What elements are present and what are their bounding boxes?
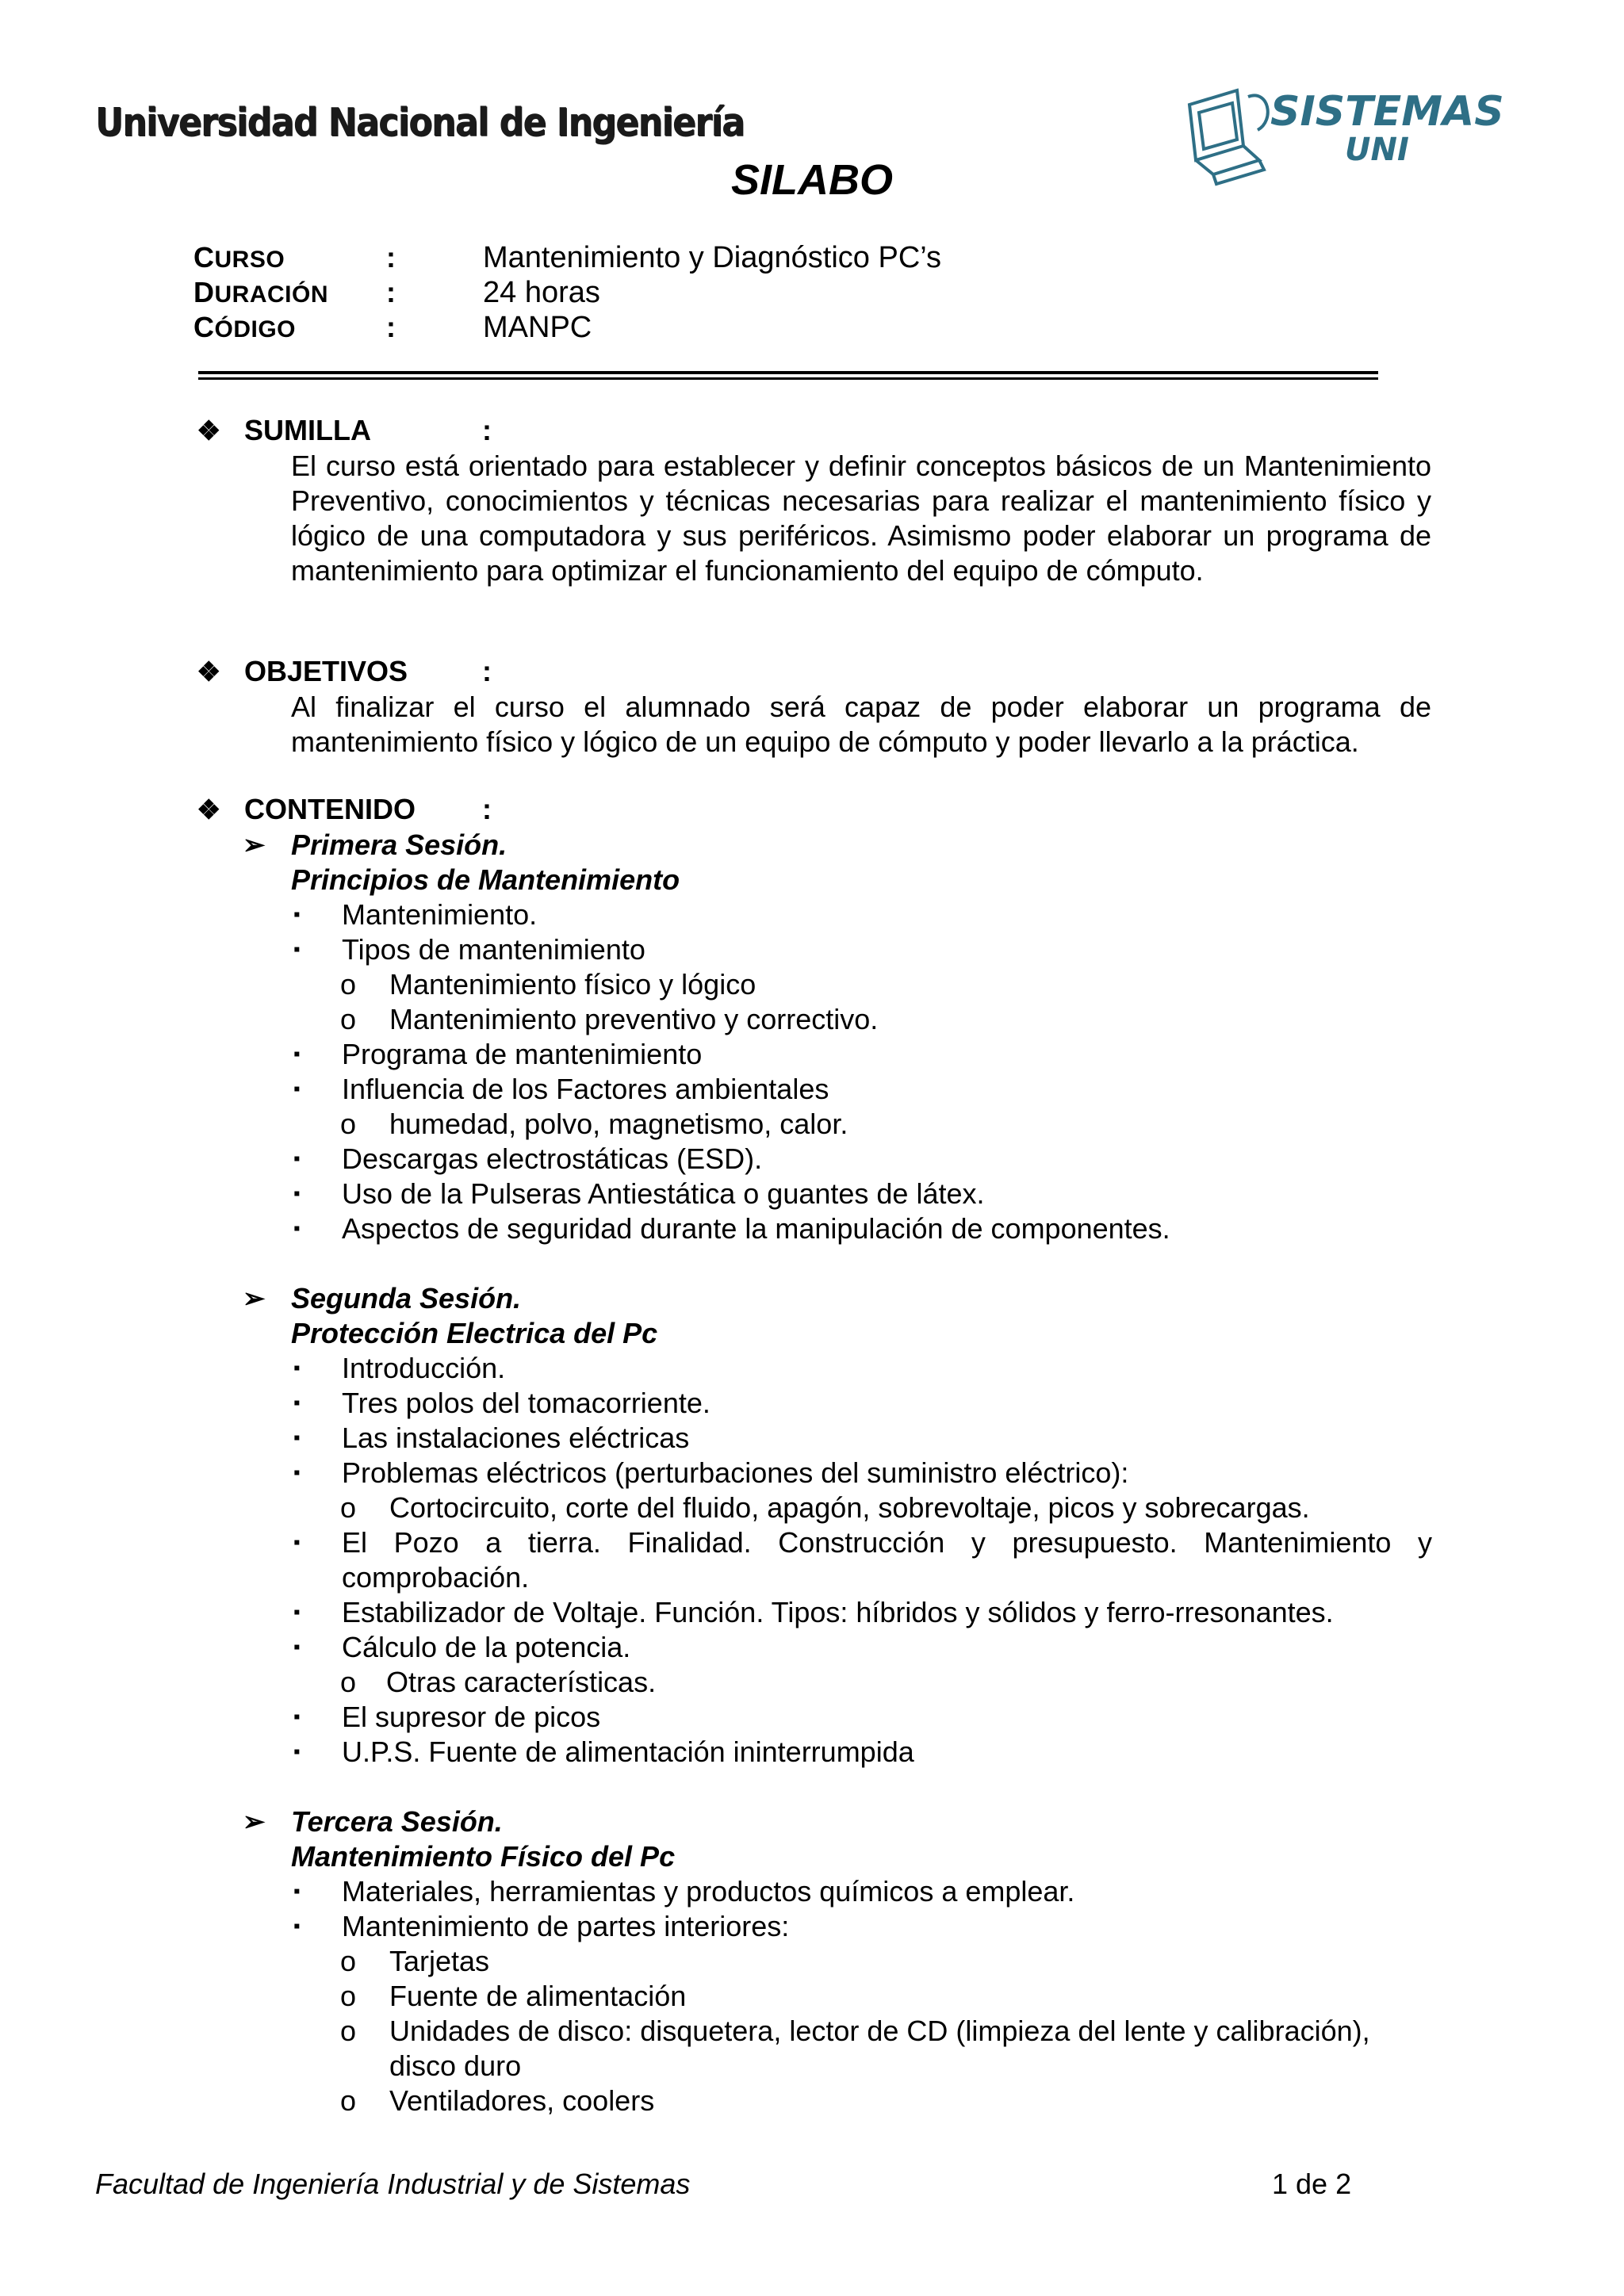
square-bullet-icon: ▪	[293, 1218, 301, 1239]
list-item: ▪ Introducción.	[293, 1352, 506, 1384]
session-3-subtitle: Mantenimiento Físico del Pc	[291, 1840, 676, 1873]
list-item: ▪ Mantenimiento.	[293, 898, 538, 931]
course-row-curso	[193, 241, 941, 276]
course-row-duracion	[193, 276, 941, 311]
sub-list-item-continuation: disco duro	[389, 2049, 522, 2082]
square-bullet-icon: ▪	[293, 1043, 301, 1065]
objetivos-text: Al finalizar el curso el alumnado será capaz de poder elaborar un programa de mantenimiento físico y lógico de un equipo de cómputo y poder llevarlo a la práctica.	[291, 691, 1431, 758]
square-bullet-icon: ▪	[293, 1915, 301, 1937]
document-title: SILABO	[730, 156, 893, 204]
arrow-bullet-icon: ➢	[243, 1807, 266, 1837]
square-bullet-icon: ▪	[293, 904, 301, 925]
sumilla-text: El curso está orientado para establecer y definir conceptos básicos de un Mantenimiento Preventivo, conocimientos y técnicas necesarias para realizar el mantenimiento físico y lógico de una computadora y sus periféricos. Asimismo poder elaborar un programa de mantenimiento para optimizar el funcionamiento del equipo de cómputo.	[291, 450, 1431, 587]
square-bullet-icon: ▪	[293, 1357, 301, 1379]
codigo-colon: :	[386, 311, 396, 343]
course-row-codigo	[193, 311, 941, 346]
circle-bullet-icon: o	[340, 968, 357, 1001]
square-bullet-icon: ▪	[293, 1148, 301, 1169]
divider-thin	[198, 377, 1378, 380]
circle-bullet-icon: o	[340, 1108, 357, 1140]
list-item: ▪ U.P.S. Fuente de alimentación ininterrumpida	[293, 1735, 914, 1768]
sub-list-item: o Otras características.	[340, 1666, 657, 1698]
square-bullet-icon: ▪	[293, 1462, 301, 1483]
square-bullet-icon: ▪	[293, 1741, 301, 1762]
arrow-bullet-icon: ➢	[243, 830, 266, 860]
list-item: ▪ Problemas eléctricos (perturbaciones del suministro eléctrico):	[293, 1456, 1129, 1489]
square-bullet-icon: ▪	[293, 1706, 301, 1728]
logo-text-bottom: UNI	[1345, 132, 1409, 168]
sumilla-title: SUMILLA	[244, 414, 371, 446]
square-bullet-icon: ▪	[293, 1427, 301, 1448]
curso-value: Mantenimiento y Diagnóstico PC’s	[483, 241, 942, 274]
list-item: ▪ Materiales, herramientas y productos químicos a emplear.	[293, 1875, 1075, 1908]
list-item: ▪ Tres polos del tomacorriente.	[293, 1387, 710, 1419]
curso-label: CURSO	[193, 241, 285, 274]
codigo-label: CÓDIGO	[193, 311, 297, 343]
list-item: ▪ Aspectos de seguridad durante la manipulación de componentes.	[293, 1212, 1170, 1245]
objetivos-heading: ❖ OBJETIVOS :	[197, 655, 492, 687]
session-2-heading: ➢ Segunda Sesión.	[243, 1282, 522, 1314]
sub-list-item: o humedad, polvo, magnetismo, calor.	[340, 1108, 848, 1140]
square-bullet-icon: ▪	[293, 1078, 301, 1100]
codigo-value: MANPC	[483, 311, 592, 344]
square-bullet-icon: ▪	[293, 939, 301, 960]
sub-list-item: o Cortocircuito, corte del fluido, apagón, sobrevoltaje, picos y sobrecargas.	[340, 1491, 1310, 1524]
contenido-list	[243, 828, 1432, 2118]
square-bullet-icon: ▪	[293, 1601, 301, 1623]
diamond-bullet-icon: ❖	[197, 416, 221, 446]
square-bullet-icon: ▪	[293, 1392, 301, 1414]
sub-list-item: o Mantenimiento preventivo y correctivo.	[340, 1003, 879, 1035]
session-1-subtitle: Principios de Mantenimiento	[291, 863, 680, 896]
circle-bullet-icon: o	[340, 1980, 357, 2012]
circle-bullet-icon: o	[340, 2084, 357, 2117]
diamond-bullet-icon: ❖	[197, 657, 221, 687]
circle-bullet-icon: o	[340, 1945, 357, 1977]
footer-page-number: 1 de 2	[1272, 2168, 1352, 2200]
logo-text-top: SISTEMAS	[1270, 88, 1504, 136]
arrow-bullet-icon: ➢	[243, 1284, 266, 1314]
square-bullet-icon: ▪	[293, 1881, 301, 1902]
list-item: ▪ Mantenimiento de partes interiores:	[293, 1910, 790, 1942]
sub-list-item: o Mantenimiento físico y lógico	[340, 968, 756, 1001]
circle-bullet-icon: o	[340, 1491, 357, 1524]
sumilla-heading: ❖ SUMILLA :	[197, 414, 492, 446]
duracion-value: 24 horas	[483, 276, 600, 309]
list-item: ▪ Estabilizador de Voltaje. Función. Tipos: híbridos y sólidos y ferro-rresonantes.	[293, 1596, 1334, 1628]
sub-list-item: o Ventiladores, coolers	[340, 2084, 655, 2117]
sub-list-item: o Fuente de alimentación	[340, 1980, 687, 2012]
list-item: ▪ El Pozo a tierra. Finalidad. Construcción y presupuesto. Mantenimiento y comprobación.	[293, 1526, 1432, 1594]
square-bullet-icon: ▪	[293, 1636, 301, 1658]
divider-thick	[198, 371, 1378, 374]
square-bullet-icon: ▪	[293, 1532, 301, 1553]
list-item: ▪ Las instalaciones eléctricas	[293, 1422, 690, 1454]
duracion-colon: :	[386, 276, 396, 308]
duracion-label: DURACIÓN	[193, 276, 328, 308]
list-item: ▪ Tipos de mantenimiento	[293, 933, 645, 966]
list-item: ▪ Descargas electrostáticas (ESD).	[293, 1142, 763, 1175]
session-1-heading: ➢ Primera Sesión.	[243, 828, 508, 861]
session-2-subtitle: Protección Electrica del Pc	[291, 1317, 658, 1349]
contenido-title: CONTENIDO	[244, 793, 416, 825]
session-3-heading: ➢ Tercera Sesión.	[243, 1805, 503, 1838]
list-item: ▪ Uso de la Pulseras Antiestática o guantes de látex.	[293, 1177, 985, 1210]
diamond-bullet-icon: ❖	[197, 795, 221, 825]
list-item: ▪ Programa de mantenimiento	[293, 1038, 703, 1070]
list-item: ▪ El supresor de picos	[293, 1701, 601, 1733]
course-info	[193, 241, 941, 346]
circle-bullet-icon: o	[340, 2015, 357, 2047]
square-bullet-icon: ▪	[293, 1183, 301, 1204]
list-item: ▪ Influencia de los Factores ambientales	[293, 1073, 829, 1105]
university-name: Universidad Nacional de Ingeniería	[95, 100, 745, 146]
objetivos-title: OBJETIVOS	[244, 655, 408, 687]
footer-faculty: Facultad de Ingeniería Industrial y de Sistemas	[95, 2168, 691, 2200]
circle-bullet-icon: o	[340, 1666, 357, 1698]
sub-list-item: o Tarjetas	[340, 1945, 490, 1977]
list-item: ▪ Cálculo de la potencia.	[293, 1631, 631, 1663]
contenido-heading: ❖ CONTENIDO :	[197, 793, 492, 825]
curso-colon: :	[386, 241, 396, 274]
sub-list-item: o Unidades de disco: disquetera, lector de CD (limpieza del lente y calibración),	[340, 2015, 1370, 2047]
circle-bullet-icon: o	[340, 1003, 357, 1035]
